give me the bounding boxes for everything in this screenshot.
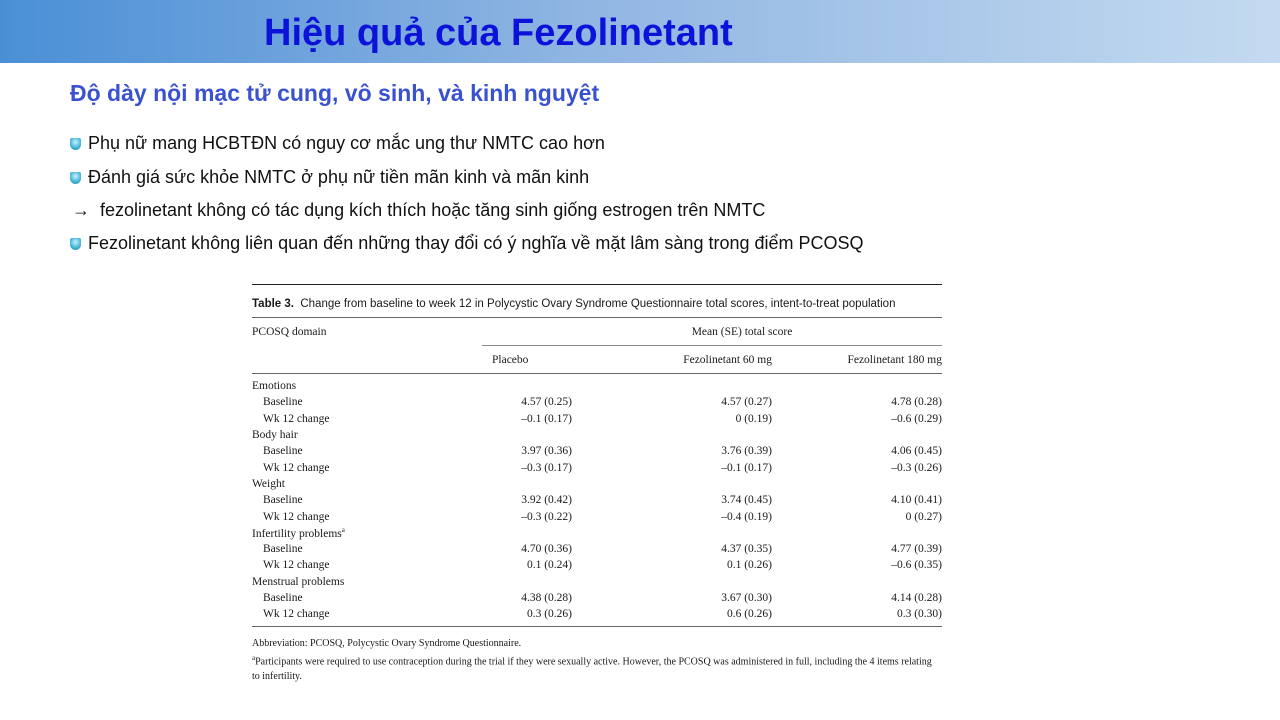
bullet-icon xyxy=(70,138,81,150)
row-label: Wk 12 change xyxy=(263,412,330,425)
group-header: Mean (SE) total score xyxy=(691,325,793,338)
column-header: Fezolinetant 60 mg xyxy=(602,346,772,374)
bullet-text: Phụ nữ mang HCBTĐN có nguy cơ mắc ung thư NMTC cao hơn xyxy=(88,133,605,153)
column-header: Placebo xyxy=(482,346,602,374)
table-row xyxy=(252,394,942,410)
table-cell: 0 (0.19) xyxy=(735,412,772,425)
table-caption xyxy=(252,285,942,317)
bullet-item xyxy=(70,133,605,154)
arrow-text: fezolinetant không có tác dụng kích thích hoặc tăng sinh giống estrogen trên NMTC xyxy=(100,200,766,220)
row-label: Wk 12 change xyxy=(263,559,330,572)
column-header: Fezolinetant 180 mg xyxy=(772,346,942,374)
table-cell: 4.37 (0.35) xyxy=(721,543,772,556)
group-name: Body hair xyxy=(252,429,298,442)
table-cell: 4.70 (0.36) xyxy=(521,543,572,556)
table-group-row xyxy=(252,476,942,492)
table-header-row xyxy=(252,318,942,346)
table-cell: 0.3 (0.30) xyxy=(896,608,942,621)
table-cell: 4.38 (0.28) xyxy=(521,592,572,604)
table-cell: 0.1 (0.26) xyxy=(726,559,772,572)
row-label: Wk 12 change xyxy=(263,608,330,621)
table-group-row xyxy=(252,427,942,443)
bullet-item xyxy=(70,167,589,188)
domain-header: PCOSQ domain xyxy=(252,325,327,338)
table-row xyxy=(252,606,942,622)
table-subheader-row xyxy=(252,346,942,374)
row-label: Baseline xyxy=(263,543,303,556)
table-cell: 3.74 (0.45) xyxy=(721,494,772,507)
table-cell: 3.97 (0.36) xyxy=(521,445,572,458)
table-cell: 3.76 (0.39) xyxy=(721,445,772,458)
row-label: Baseline xyxy=(263,592,303,604)
table-cell: 0 (0.27) xyxy=(905,510,942,523)
table-cell: –0.1 (0.17) xyxy=(521,412,572,425)
table-bottom-rule xyxy=(252,626,942,627)
row-label: Baseline xyxy=(263,445,303,458)
table-cell: –0.6 (0.35) xyxy=(891,559,942,572)
table-cell: 4.10 (0.41) xyxy=(891,494,942,507)
table-cell: 4.77 (0.39) xyxy=(891,543,942,556)
table-row xyxy=(252,459,942,475)
group-name: Menstrual problems xyxy=(252,575,345,588)
table-row xyxy=(252,508,942,524)
bullet-text: Fezolinetant không liên quan đến những thay đổi có ý nghĩa về mặt lâm sàng trong điểm PCOSQ xyxy=(88,233,864,253)
table-cell: 4.78 (0.28) xyxy=(891,396,942,409)
table-cell: –0.1 (0.17) xyxy=(721,461,772,474)
table-cell: –0.3 (0.17) xyxy=(521,461,572,474)
table-row xyxy=(252,541,942,557)
table-cell: 4.06 (0.45) xyxy=(891,445,942,458)
table-body xyxy=(252,378,942,622)
footnote-a: $^a$Participants were required to use contraception during the trial if they were sexually active. However, the PCOSQ was administered in full, including the 4 items relating to infertility. xyxy=(252,654,932,682)
group-name: Infertility problems$^a$ xyxy=(252,525,345,540)
table-cell: 4.57 (0.27) xyxy=(721,396,772,409)
table-row xyxy=(252,557,942,573)
slide-title: Hiệu quả của Fezolinetant xyxy=(264,12,733,54)
group-name: Weight xyxy=(252,477,285,490)
group-name: Emotions xyxy=(252,380,297,393)
bullet-icon xyxy=(70,172,81,184)
table-cell: –0.4 (0.19) xyxy=(721,510,772,523)
table-caption-text: Change from baseline to week 12 in Polycystic Ovary Syndrome Questionnaire total scores, intent-to-treat population xyxy=(300,298,896,310)
arrow-right-icon: → xyxy=(72,200,90,220)
abbreviation-note: Abbreviation: PCOSQ, Polycystic Ovary Syndrome Questionnaire. xyxy=(252,638,522,650)
table-footnotes xyxy=(252,637,942,683)
table-cell: 0.6 (0.26) xyxy=(726,608,772,621)
table-cell: 4.14 (0.28) xyxy=(891,592,942,604)
table-cell: 0.1 (0.24) xyxy=(526,559,572,572)
table-cell: –0.6 (0.29) xyxy=(891,412,942,425)
row-label: Wk 12 change xyxy=(263,510,330,523)
table-cell: –0.3 (0.22) xyxy=(521,510,572,523)
bullet-icon xyxy=(70,238,81,250)
table-row xyxy=(252,411,942,427)
arrow-item xyxy=(72,200,765,221)
table-cell: –0.3 (0.26) xyxy=(891,461,942,474)
bullet-item xyxy=(70,233,864,254)
row-label: Baseline xyxy=(263,494,303,507)
pcosq-table xyxy=(252,318,942,622)
table-group-row xyxy=(252,525,942,541)
table-cell: 0.3 (0.26) xyxy=(526,608,572,621)
table-cell: 3.92 (0.42) xyxy=(521,494,572,507)
row-label: Wk 12 change xyxy=(263,461,330,474)
table-row xyxy=(252,443,942,459)
table-group-row xyxy=(252,378,942,394)
table-caption-label: Table 3. xyxy=(252,298,294,310)
pcosq-table-figure xyxy=(252,284,942,684)
table-cell: 4.57 (0.25) xyxy=(521,396,572,409)
slide-subtitle: Độ dày nội mạc tử cung, vô sinh, và kinh nguyệt xyxy=(70,80,600,106)
table-group-row xyxy=(252,574,942,590)
bullet-text: Đánh giá sức khỏe NMTC ở phụ nữ tiền mãn kinh và mãn kinh xyxy=(88,167,590,187)
row-label: Baseline xyxy=(263,396,303,409)
table-cell: 3.67 (0.30) xyxy=(721,592,772,604)
table-row xyxy=(252,492,942,508)
table-row xyxy=(252,590,942,606)
